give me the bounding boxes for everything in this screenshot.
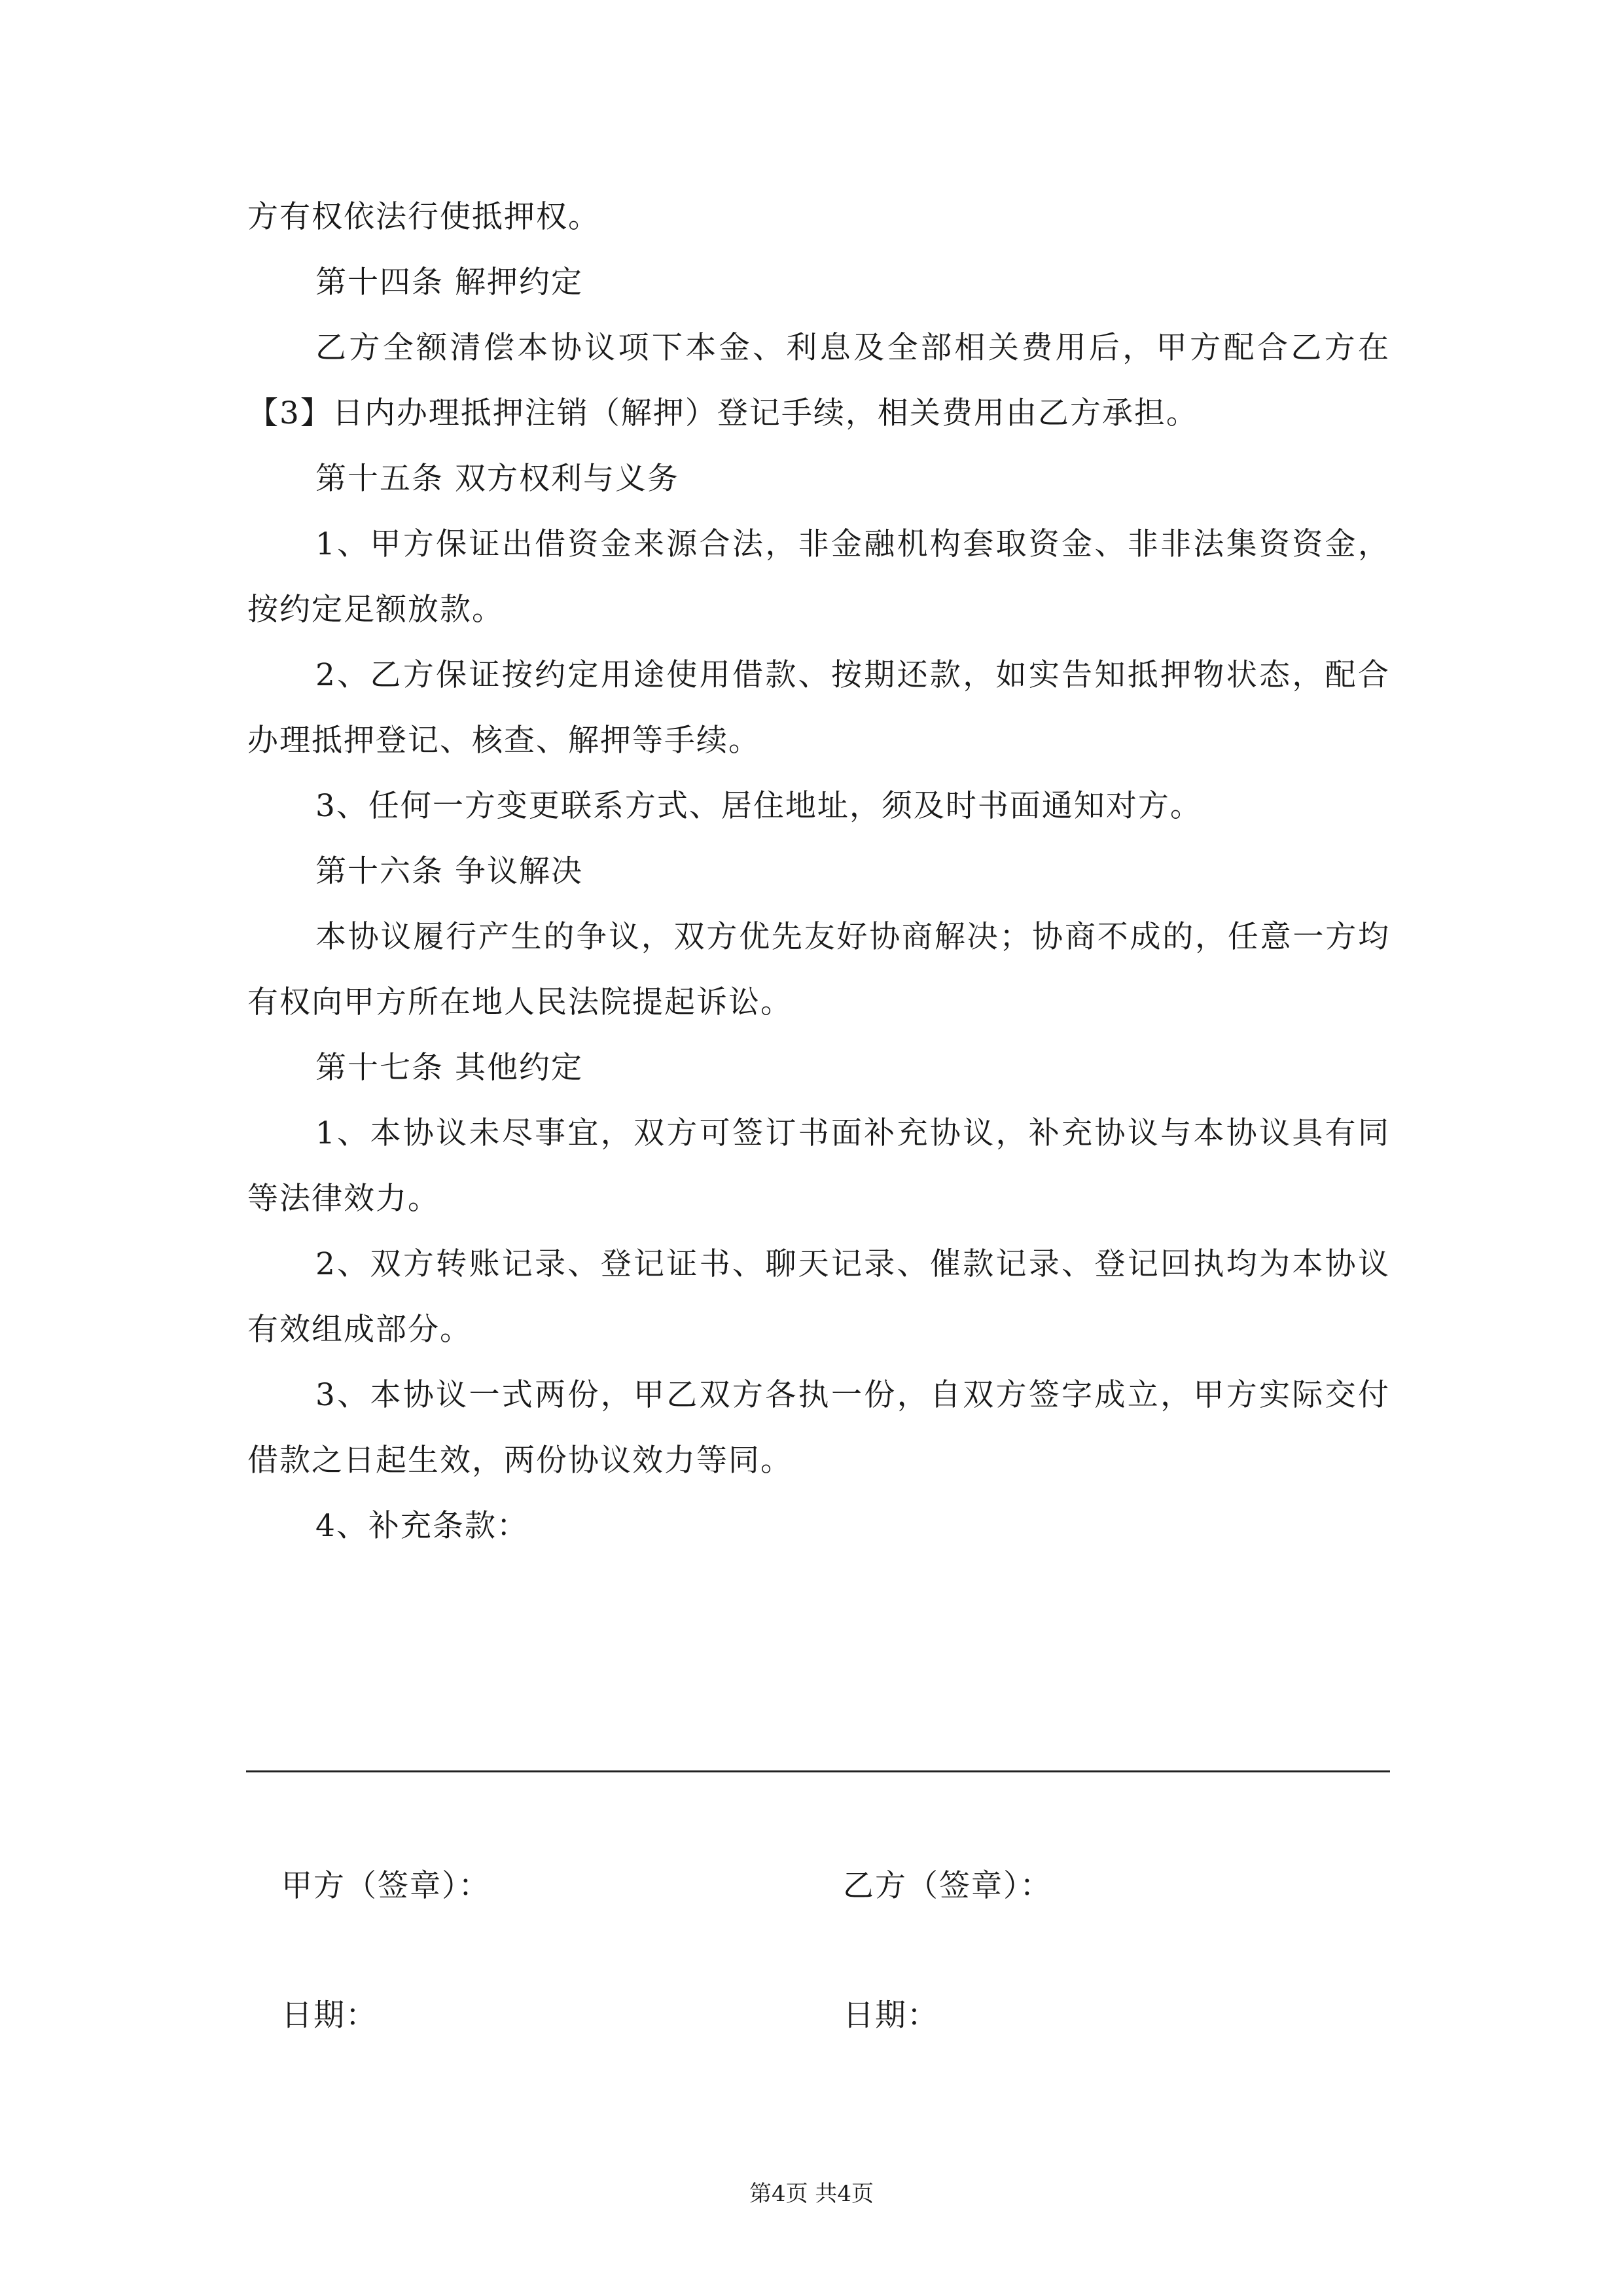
paragraph: 第十五条 双方权利与义务	[315, 461, 679, 497]
paragraph: 1、本协议未尽事宜，双方可签订书面补充协议，补充协议与本协议具有同等法律效力。	[247, 1115, 1390, 1217]
contract-body	[247, 185, 1390, 1559]
footer-middle: 页 共	[785, 2181, 838, 2207]
signature-divider	[246, 1770, 1390, 1772]
footer-prefix: 第	[749, 2181, 772, 2207]
party-a-date-label: 日期：	[281, 1998, 378, 2034]
party-b-date-label: 日期：	[843, 1998, 939, 2034]
footer-suffix: 页	[851, 2181, 874, 2207]
paragraph: 3、本协议一式两份，甲乙双方各执一份，自双方签字成立，甲方实际交付借款之日起生效，两份协议效力等同。	[247, 1377, 1390, 1479]
party-b-signature-label: 乙方（签章）：	[843, 1868, 1052, 1904]
party-a-signature-label: 甲方（签章）：	[281, 1868, 491, 1904]
paragraph: 第十六条 争议解决	[315, 853, 583, 889]
paragraph: 第十七条 其他约定	[315, 1050, 583, 1086]
footer-current-page: 4	[771, 2181, 786, 2207]
paragraph: 2、双方转账记录、登记证书、聊天记录、催款记录、登记回执均为本协议有效组成部分。	[247, 1246, 1390, 1348]
paragraph: 乙方全额清偿本协议项下本金、利息及全部相关费用后，甲方配合乙方在【3】日内办理抵押注销（解押）登记手续，相关费用由乙方承担。	[247, 330, 1390, 431]
paragraph: 1、甲方保证出借资金来源合法，非金融机构套取资金、非非法集资资金，按约定足额放款。	[247, 526, 1390, 628]
paragraph: 2、乙方保证按约定用途使用借款、按期还款，如实告知抵押物状态，配合办理抵押登记、核查、解押等手续。	[247, 657, 1390, 759]
paragraph: 4、补充条款：	[315, 1508, 529, 1544]
paragraph: 本协议履行产生的争议，双方优先友好协商解决；协商不成的，任意一方均有权向甲方所在地人民法院提起诉讼。	[247, 919, 1390, 1020]
paragraph: 3、任何一方变更联系方式、居住地址，须及时书面通知对方。	[315, 788, 1202, 824]
footer-total-pages: 4	[837, 2181, 852, 2207]
page-footer	[0, 2179, 1623, 2208]
paragraph: 第十四条 解押约定	[315, 264, 583, 300]
paragraph: 方有权依法行使抵押权。	[247, 199, 600, 235]
